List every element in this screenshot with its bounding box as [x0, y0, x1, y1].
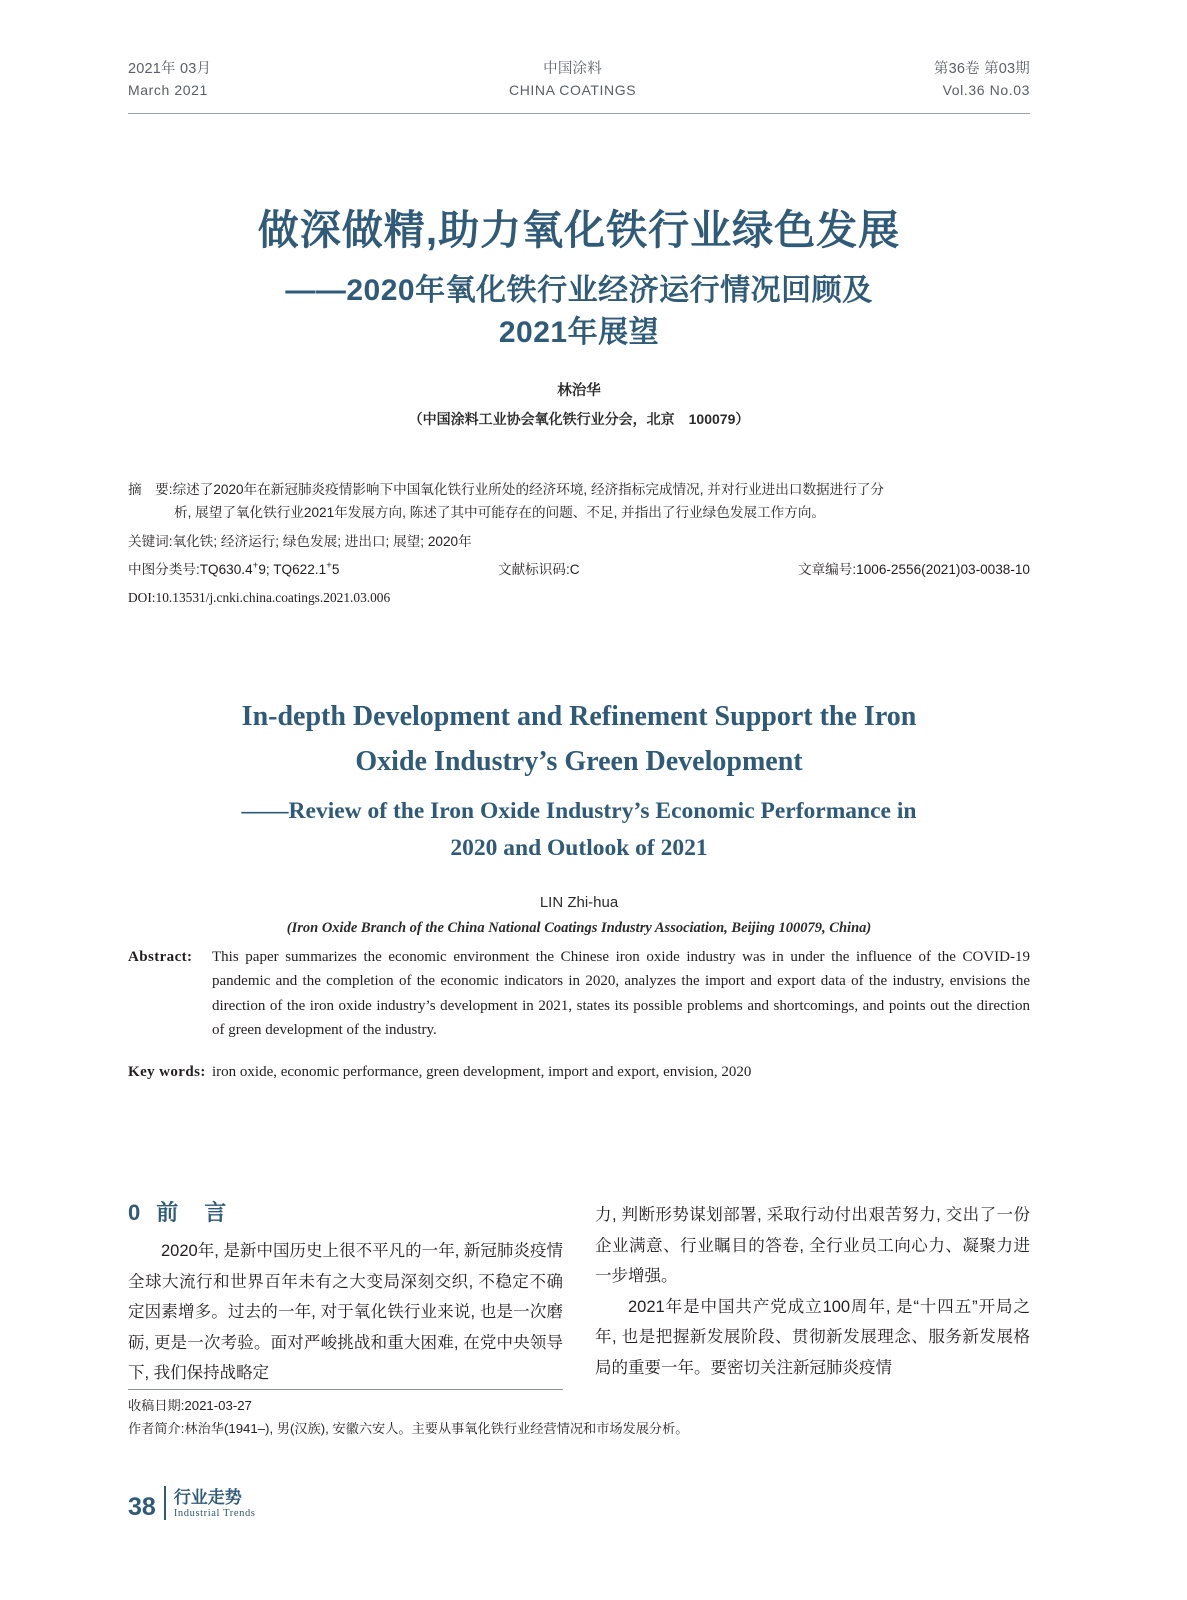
page-footer	[128, 1486, 255, 1520]
english-title-line1: In-depth Development and Refinement Support the Iron	[241, 701, 917, 732]
clc-label: 中图分类号:	[128, 562, 200, 578]
body-paragraph: 2020年, 是新中国历史上很不平凡的一年, 新冠肺炎疫情全球大流行和世界百年未有之大变局深刻交织, 不稳定不确定因素增多。过去的一年, 对于氧化铁行业来说, 也是一次磨砺, 更是一次考验。面对严峻挑战和重大困难, 在党中央领导下, 我们保持战略定	[128, 1242, 563, 1383]
journal-name-en: CHINA COATINGS	[508, 82, 637, 99]
chinese-abstract-block	[128, 478, 1030, 609]
running-head-left	[128, 58, 211, 102]
clc-value: TQ630.4+9; TQ622.1+5	[199, 560, 340, 578]
chinese-subtitle-line2: 2021年展望	[498, 315, 660, 349]
english-title-line2: Oxide Industry’s Green Development	[355, 745, 803, 777]
issue-date-en: March 2021	[128, 82, 208, 99]
section-number: 0	[128, 1200, 143, 1225]
doi: DOI:10.13531/j.cnki.china.coatings.2021.03.006	[128, 589, 391, 605]
english-abstract-text: This paper summarizes the economic environment the Chinese iron oxide industry was in under the influence of the COVID-19 pandemic and the completion of the economic indicators in 2020, analyzes the import and export data of the industry, envisions the direction of the iron oxide industry’s development in 2021, states its possible problems and shortcomings, and points out the direction of green development of the industry.	[212, 949, 1030, 1038]
body-paragraph: 力, 判断形势谋划部署, 采取行动付出艰苦努力, 交出了一份企业满意、行业瞩目的答卷, 全行业员工向心力、凝聚力进一步增强。	[595, 1206, 1030, 1286]
issue-date-cn: 2021年 03月	[128, 61, 212, 77]
chinese-keywords: 氧化铁; 经济运行; 绿色发展; 进出口; 展望; 2020年	[172, 533, 472, 549]
chinese-subtitle-line1: ——2020年氧化铁行业经济运行情况回顾及	[285, 274, 873, 308]
running-head	[128, 58, 1030, 102]
running-head-right	[934, 58, 1030, 102]
journal-name-cn: 中国涂料	[543, 61, 602, 77]
chinese-abstract-line1: 综述了2020年在新冠肺炎疫情影响下中国氧化铁行业所处的经济环境, 经济指标完成情况, 并对行业进出口数据进行了分	[172, 482, 885, 497]
page-number: 38	[128, 1493, 156, 1521]
section-heading	[128, 1196, 228, 1227]
article-id-label: 文章编号:	[798, 562, 857, 578]
section-title: 前 言	[156, 1200, 229, 1225]
header-divider	[128, 113, 1030, 114]
article-id-value: 1006-2556(2021)03-0038-10	[856, 562, 1030, 578]
english-subtitle-line2: 2020 and Outlook of 2021	[450, 835, 708, 862]
chinese-author: 林治华	[557, 383, 601, 400]
english-subtitle-line1: ——Review of the Iron Oxide Industry’s Economic Performance in	[241, 797, 917, 824]
english-abstract-block	[128, 945, 1030, 1084]
chinese-affiliation: （中国涂料工业协会氧化铁行业分会，北京 100079）	[408, 411, 750, 428]
english-title-block	[128, 695, 1030, 937]
footnote-divider	[128, 1389, 563, 1390]
english-keywords-label: Key words:	[128, 1064, 206, 1081]
footer-column-en: Industrial Trends	[173, 1507, 256, 1519]
received-date-label: 收稿日期:	[128, 1398, 185, 1413]
author-bio-label: 作者简介:	[128, 1421, 185, 1437]
page-title: 做深做精,助力氧化铁行业绿色发展	[257, 207, 901, 253]
chinese-abstract-label: 摘 要:	[128, 482, 173, 497]
body-column-left	[128, 1236, 563, 1389]
running-head-center	[509, 58, 636, 102]
classification-row	[128, 558, 1030, 581]
chinese-abstract-line2: 析, 展望了氧化铁行业2021年发展方向, 陈述了其中可能存在的问题、不足, 并指出了行业绿色发展工作方向。	[174, 505, 826, 521]
received-date-value: 2021-03-27	[184, 1398, 252, 1413]
received-date	[128, 1394, 1030, 1417]
body-paragraph: 2021年是中国共产党成立100周年, 是“十四五”开局之年, 也是把握新发展阶段、贯彻新发展理念、服务新发展格局的重要一年。要密切关注新冠肺炎疫情	[595, 1297, 1030, 1377]
english-affiliation: (Iron Oxide Branch of the China National Coatings Industry Association, Beijing 100079, China)	[286, 919, 872, 936]
body-column-right	[595, 1200, 1030, 1383]
author-bio-value: 林治华(1941–), 男(汉族), 安徽六安人。主要从事氧化铁行业经营情况和市场发展分析。	[184, 1421, 689, 1437]
english-abstract-label: Abstract:	[128, 949, 193, 965]
doc-code-label: 文献标识码:	[498, 562, 570, 578]
chinese-title-block	[128, 205, 1030, 429]
footer-column-cn: 行业走势	[173, 1488, 242, 1508]
author-bio	[128, 1417, 1030, 1440]
footer-divider	[164, 1486, 166, 1520]
english-keywords: iron oxide, economic performance, green development, import and export, envision, 2020	[212, 1064, 752, 1081]
english-author: LIN Zhi-hua	[539, 893, 619, 911]
chinese-keywords-label: 关键词:	[128, 533, 173, 549]
footnotes-block	[128, 1394, 1030, 1440]
volume-issue-en: Vol.36 No.03	[942, 82, 1030, 99]
volume-issue-cn: 第36卷 第03期	[933, 61, 1030, 77]
doc-code-value: C	[569, 562, 580, 578]
